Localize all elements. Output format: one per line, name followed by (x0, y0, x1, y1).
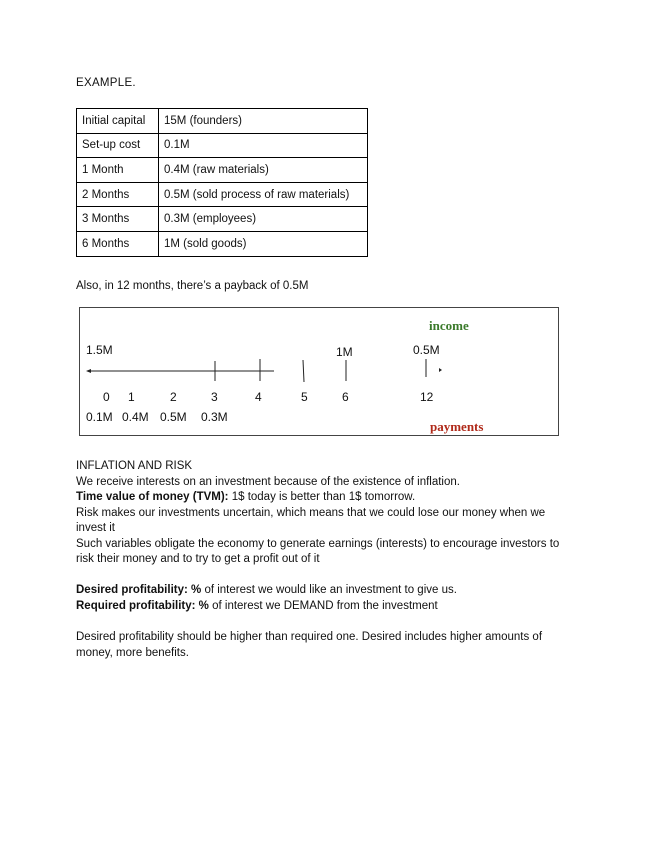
payback-note: Also, in 12 months, there’s a payback of 0.5M (76, 280, 309, 292)
amount-label: 0.5M (413, 343, 440, 357)
amount-label: 1.5M (86, 343, 113, 357)
variables-line: Such variables obligate the economy to generate earnings (interests) to encourage investors to (76, 538, 560, 550)
desired-line (76, 583, 457, 599)
final-line: money, more benefits. (76, 647, 189, 659)
variables-line: risk their money and to try to get a profit out of it (76, 553, 320, 565)
table-cell-label: 3 Months (77, 207, 159, 232)
tick-mark (303, 360, 304, 382)
desired-text: of interest we would like an investment to give us. (201, 584, 457, 596)
table-cell-value: 0.1M (159, 133, 368, 158)
table-cell-value: 0.3M (employees) (159, 207, 368, 232)
table-row (77, 109, 368, 134)
amount-label: 0.3M (201, 410, 228, 424)
tick-label: 3 (211, 390, 218, 404)
capital-table (76, 108, 368, 257)
required-term: Required profitability: % (76, 600, 209, 612)
amount-label: 0.4M (122, 410, 149, 424)
desired-term: Desired profitability: % (76, 584, 202, 596)
tick-label: 6 (342, 390, 349, 404)
tvm-text: 1$ today is better than 1$ tomorrow. (228, 491, 416, 503)
table-cell-label: 1 Month (77, 158, 159, 183)
section-title: INFLATION AND RISK (76, 460, 193, 472)
risk-line: invest it (76, 522, 115, 534)
table-row (77, 133, 368, 158)
example-heading: EXAMPLE. (76, 77, 136, 89)
table-cell-label: 6 Months (77, 231, 159, 256)
table-row (77, 231, 368, 256)
small-arrow (439, 368, 442, 372)
risk-line: Risk makes our investments uncertain, which means that we could lose our money when we (76, 507, 546, 519)
table-cell-value: 1M (sold goods) (159, 231, 368, 256)
tick-label: 2 (170, 390, 177, 404)
table-row (77, 158, 368, 183)
tick-label: 4 (255, 390, 262, 404)
tick-label: 5 (301, 390, 308, 404)
paragraph-inflation: We receive interests on an investment because of the existence of inflation. (76, 476, 460, 488)
timeline-arrowhead (86, 369, 91, 373)
amount-label: 1M (336, 345, 353, 359)
income-label: income (429, 318, 469, 333)
tvm-line (76, 490, 415, 506)
table-cell-label: 2 Months (77, 182, 159, 207)
table-cell-label: Set-up cost (77, 133, 159, 158)
tick-label: 12 (420, 390, 434, 404)
tvm-term: Time value of money (TVM): (76, 491, 229, 503)
final-line: Desired profitability should be higher than required one. Desired includes higher amounts of (76, 631, 543, 643)
timeline-svg (80, 308, 558, 435)
tick-label: 1 (128, 390, 135, 404)
table-cell-value: 0.5M (sold process of raw materials) (159, 182, 368, 207)
required-text: of interest we DEMAND from the investment (208, 600, 438, 612)
table-row (77, 182, 368, 207)
table-cell-label: Initial capital (77, 109, 159, 134)
table-cell-value: 15M (founders) (159, 109, 368, 134)
amount-label: 0.1M (86, 410, 113, 424)
table-row (77, 207, 368, 232)
cashflow-diagram (79, 307, 559, 436)
amount-label: 0.5M (160, 410, 187, 424)
payments-label: payments (430, 419, 484, 434)
tick-label: 0 (103, 390, 110, 404)
table-cell-value: 0.4M (raw materials) (159, 158, 368, 183)
required-line (76, 599, 438, 615)
